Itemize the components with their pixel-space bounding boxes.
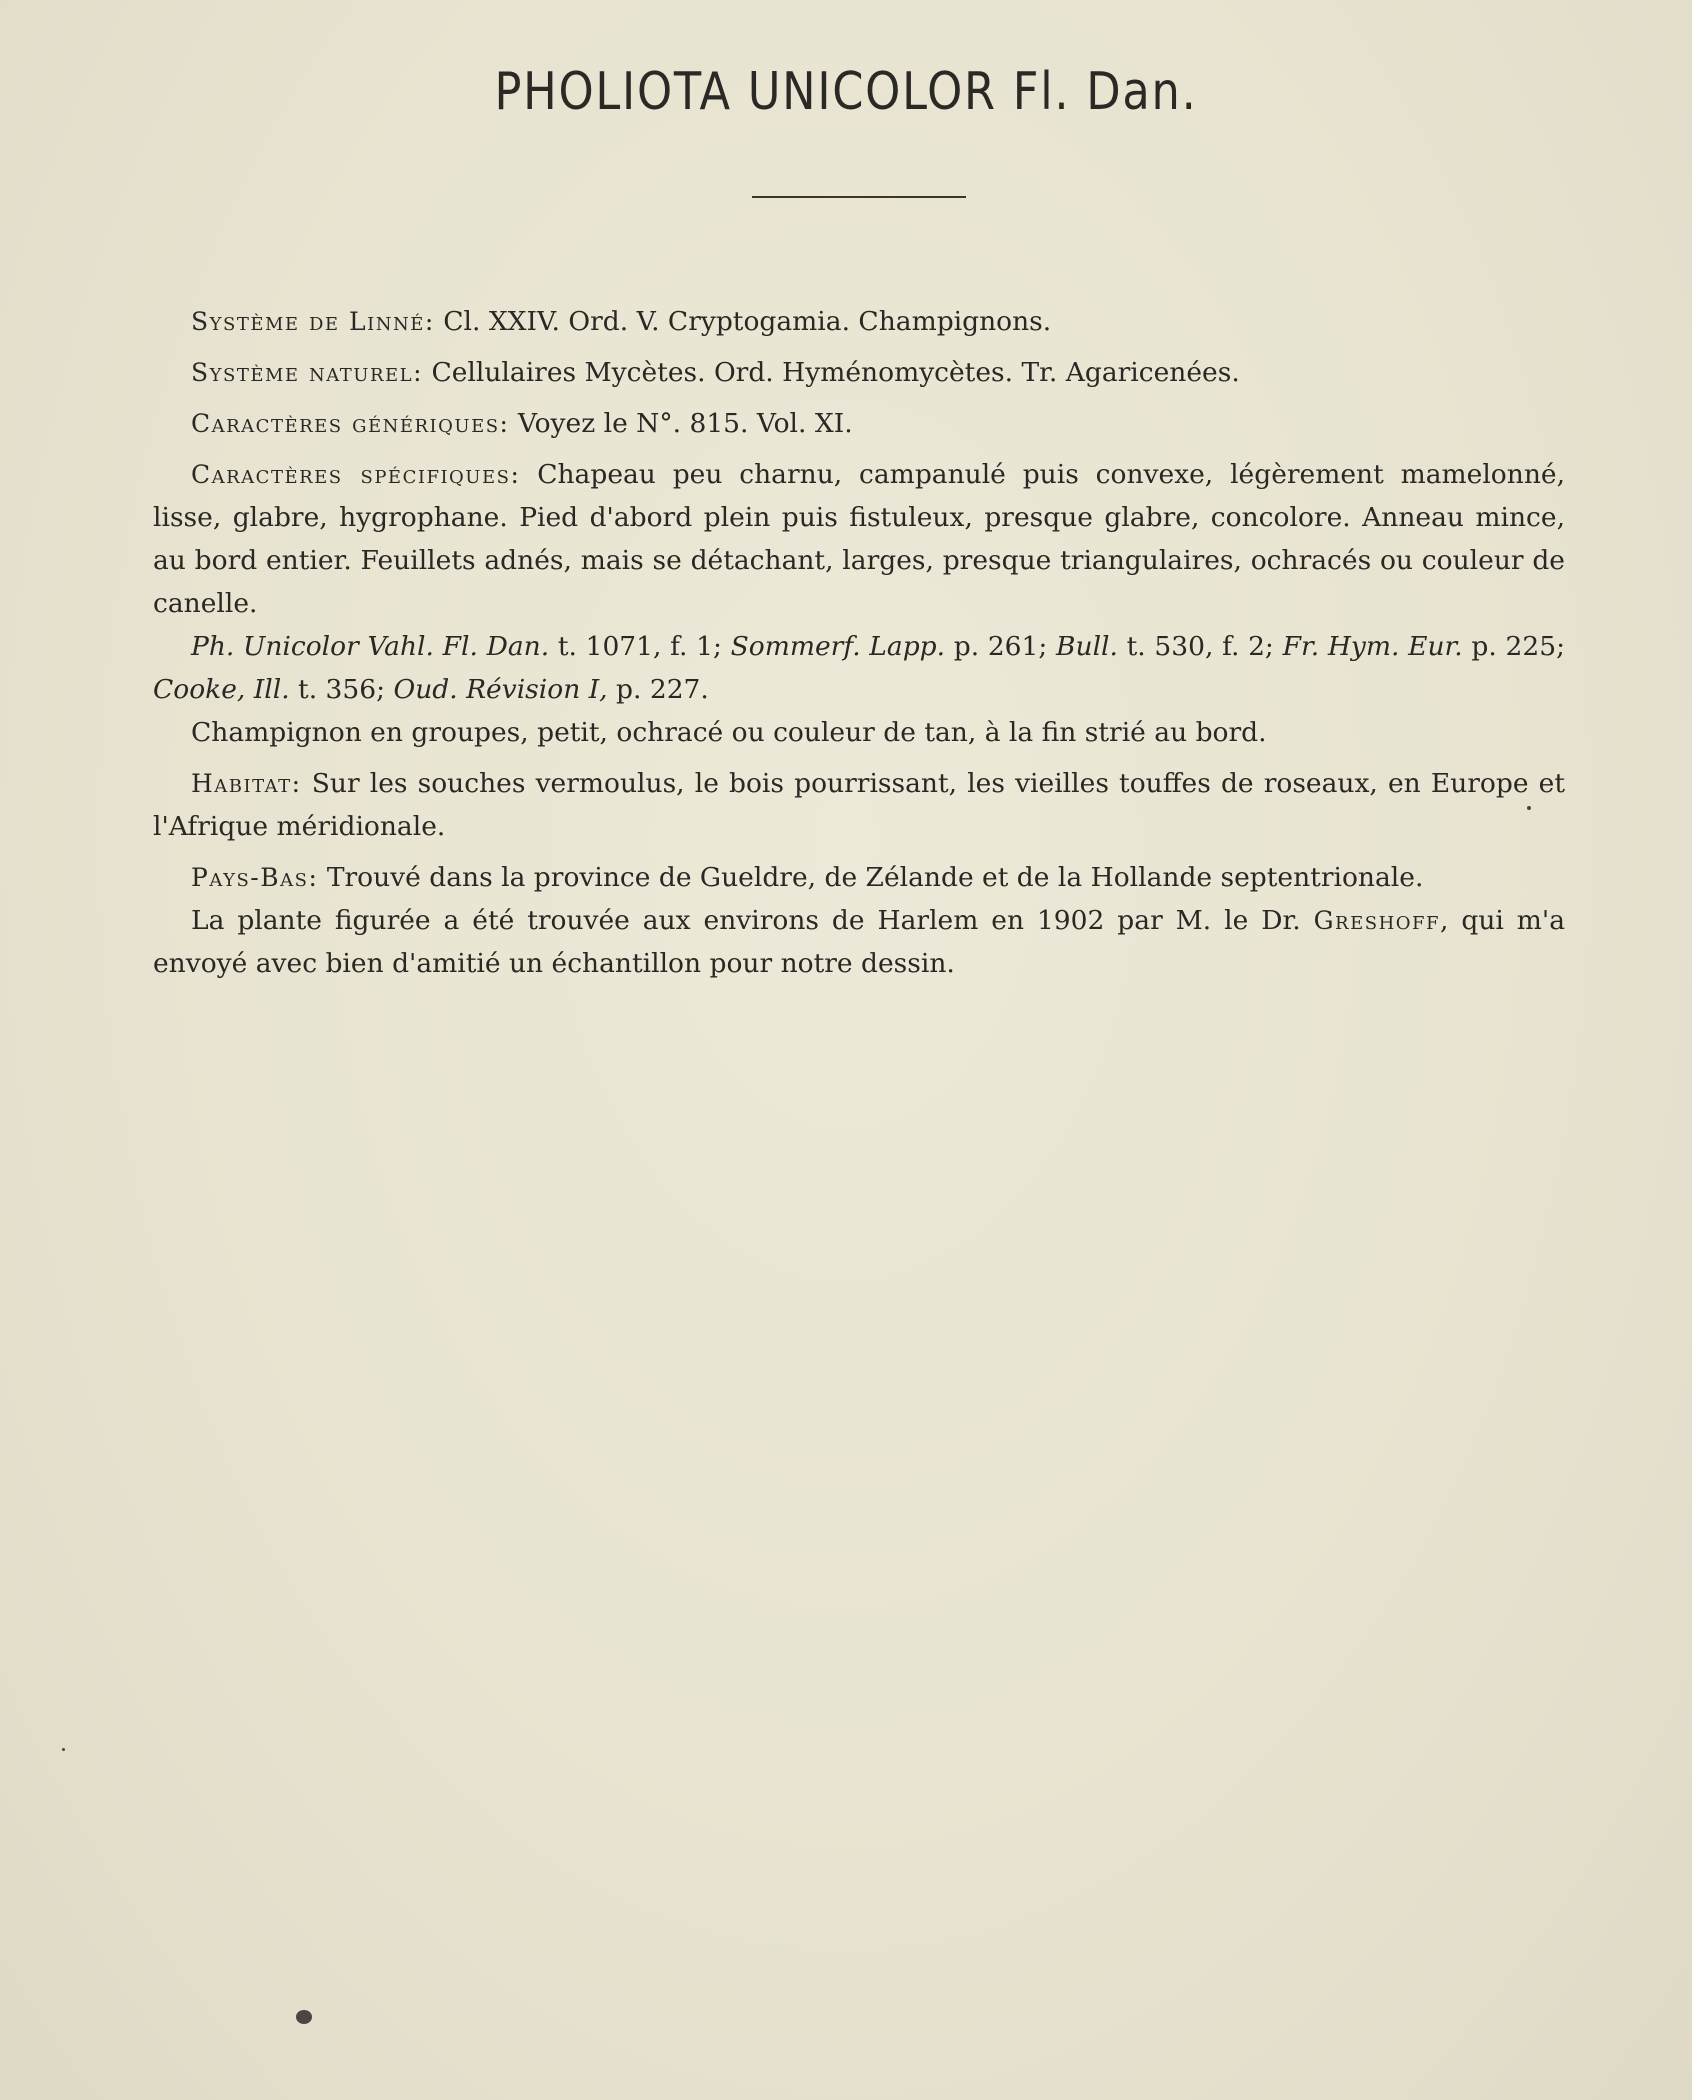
plante-paragraph xyxy=(153,899,1565,985)
ref-text-2: p. 261; xyxy=(945,631,1057,662)
naturel-text: Cellulaires Mycètes. Ord. Hyménomycètes. Tr. Agaricenées. xyxy=(423,357,1240,388)
champignon-paragraph: Champignon en groupes, petit, ochracé ou couleur de tan, à la fin strié au bord. xyxy=(191,717,1267,748)
ref-sommerfelt: Sommerf. Lapp. xyxy=(730,631,946,662)
linne-label: Système de Linné: xyxy=(191,307,435,336)
ref-text-3: t. 530, f. 2; xyxy=(1117,631,1283,662)
ref-cooke: Cooke, Ill. xyxy=(153,674,290,705)
ink-speck xyxy=(1527,806,1531,810)
linne-text: Cl. XXIV. Ord. V. Cryptogamia. Champignons. xyxy=(434,306,1052,337)
habitat-text: Sur les souches vermoulus, le bois pourrissant, les vieilles touffes de roseaux, en Europe et l'Afrique méridionale. xyxy=(153,768,1565,842)
generiques-label: Caractères génériques: xyxy=(191,409,510,438)
specifiques-label: Caractères spécifiques: xyxy=(191,460,521,489)
habitat-paragraph xyxy=(153,762,1565,848)
generiques-text: Voyez le N°. 815. Vol. XI. xyxy=(509,408,853,439)
collector-name: Greshoff xyxy=(1313,906,1441,935)
paysbas-label: Pays-Bas: xyxy=(191,863,319,892)
habitat-label: Habitat: xyxy=(191,769,302,798)
ink-speck xyxy=(296,2010,312,2024)
naturel-label: Système naturel: xyxy=(191,358,424,387)
generiques-paragraph xyxy=(153,402,1565,445)
references-paragraph xyxy=(153,625,1565,711)
linne-paragraph xyxy=(153,300,1565,343)
plante-text-end: , qui m'a envoyé avec bien d'amitié un échantillon pour notre dessin. xyxy=(153,905,1565,979)
specifiques-paragraph xyxy=(153,453,1565,625)
plante-text: La plante figurée a été trouvée aux environs de Harlem en 1902 par M. le Dr. xyxy=(191,905,1314,936)
ref-flora-danica: Ph. Unicolor Vahl. Fl. Dan. xyxy=(191,631,550,662)
ink-speck xyxy=(62,1748,65,1751)
ref-text-6: p. 227. xyxy=(607,674,709,705)
ref-text-1: t. 1071, f. 1; xyxy=(549,631,731,662)
ref-oudemans: Oud. Révision I, xyxy=(393,674,608,705)
ref-text-4: p. 225; xyxy=(1462,631,1566,662)
naturel-paragraph xyxy=(153,351,1565,394)
paysbas-text: Trouvé dans la province de Gueldre, de Zélande et de la Hollande septentrionale. xyxy=(318,862,1424,893)
specifiques-text: Chapeau peu charnu, campanulé puis convexe, légèrement mamelonné, lisse, glabre, hygrophane. Pied d'abord plein puis fistuleux, presque glabre, concolore. Anneau mince, au bord entier. Feuillets adnés, mais se détachant, larges, presque triangulaires, ochracés ou couleur de canelle. xyxy=(153,459,1566,619)
page-title: PHOLIOTA UNICOLOR Fl. Dan. xyxy=(494,62,1198,122)
title-rule xyxy=(752,196,966,198)
ref-text-5: t. 356; xyxy=(289,674,394,705)
description-body xyxy=(153,300,1565,993)
ref-fries: Fr. Hym. Eur. xyxy=(1282,631,1463,662)
ref-bulliard: Bull. xyxy=(1056,631,1118,662)
paysbas-paragraph xyxy=(153,856,1565,899)
